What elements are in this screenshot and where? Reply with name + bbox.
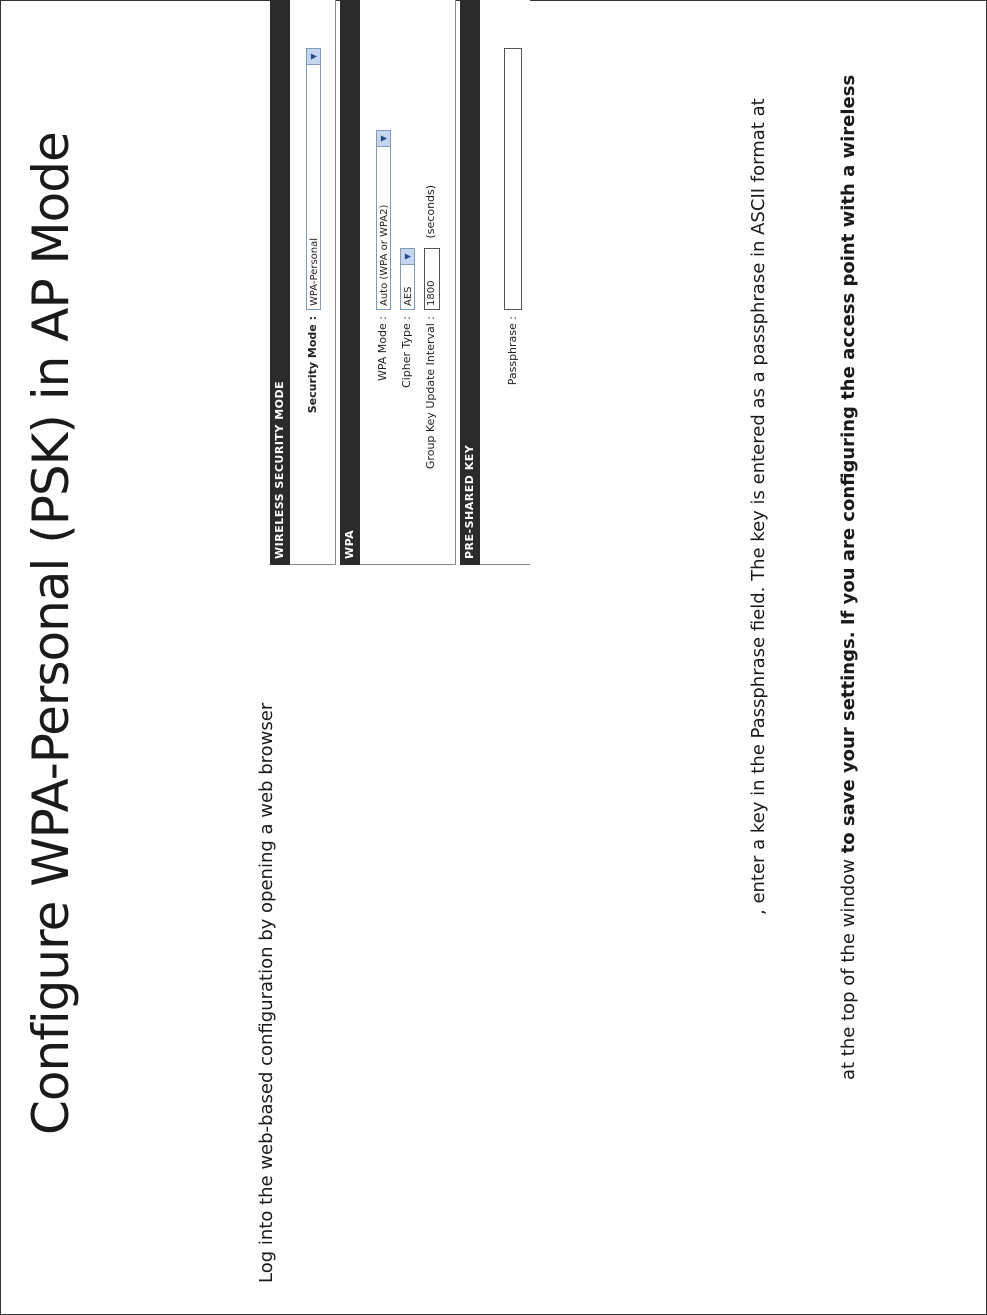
psk-panel — [480, 0, 530, 565]
wpa-panel — [360, 0, 456, 565]
wpa-mode-value: Auto (WPA or WPA2) — [379, 204, 390, 306]
group-key-unit: (seconds) — [424, 184, 437, 239]
wpa-header: WPA — [340, 0, 360, 565]
intro-text: Log into the web-based configuration by opening a web browser — [256, 702, 277, 1283]
cipher-type-row — [398, 0, 416, 564]
chevron-down-icon: ▼ — [377, 131, 390, 147]
wpa-mode-row — [374, 0, 392, 564]
passphrase-row — [504, 0, 522, 564]
psk-header: PRE-SHARED KEY — [460, 0, 480, 565]
step-save-prefix: at the top of the window — [838, 853, 859, 1080]
step-passphrase-text: , enter a key in the Passphrase field. The key is entered as a passphrase in ASCII format at — [748, 98, 769, 915]
cipher-type-select[interactable] — [400, 248, 415, 310]
security-mode-row — [304, 0, 322, 564]
step-save-text — [838, 75, 859, 1080]
security-mode-label: Security Mode : — [306, 316, 319, 414]
page-title: Configure WPA-Personal (PSK) in AP Mode — [22, 132, 80, 1135]
wpa-mode-label: WPA Mode : — [376, 316, 389, 382]
chevron-down-icon: ▼ — [401, 249, 414, 265]
router-ui-screenshot — [270, 0, 530, 565]
security-mode-header: WIRELESS SECURITY MODE — [270, 0, 290, 565]
group-key-label: Group Key Update Interval : — [424, 316, 437, 470]
cipher-type-label: Cipher Type : — [400, 316, 413, 388]
group-key-row — [422, 0, 440, 564]
security-mode-value: WPA-Personal — [309, 237, 320, 306]
security-mode-select[interactable] — [306, 48, 321, 310]
chevron-down-icon: ▼ — [307, 49, 320, 65]
cipher-type-value: AES — [403, 286, 414, 306]
group-key-input[interactable]: 1800 — [424, 248, 440, 310]
wpa-mode-select[interactable] — [376, 130, 391, 310]
passphrase-label: Passphrase : — [506, 316, 519, 386]
step-save-bold: to save your settings. If you are configuring the access point with a wireless — [838, 74, 859, 854]
passphrase-input[interactable] — [504, 48, 522, 310]
security-mode-panel — [290, 0, 336, 565]
